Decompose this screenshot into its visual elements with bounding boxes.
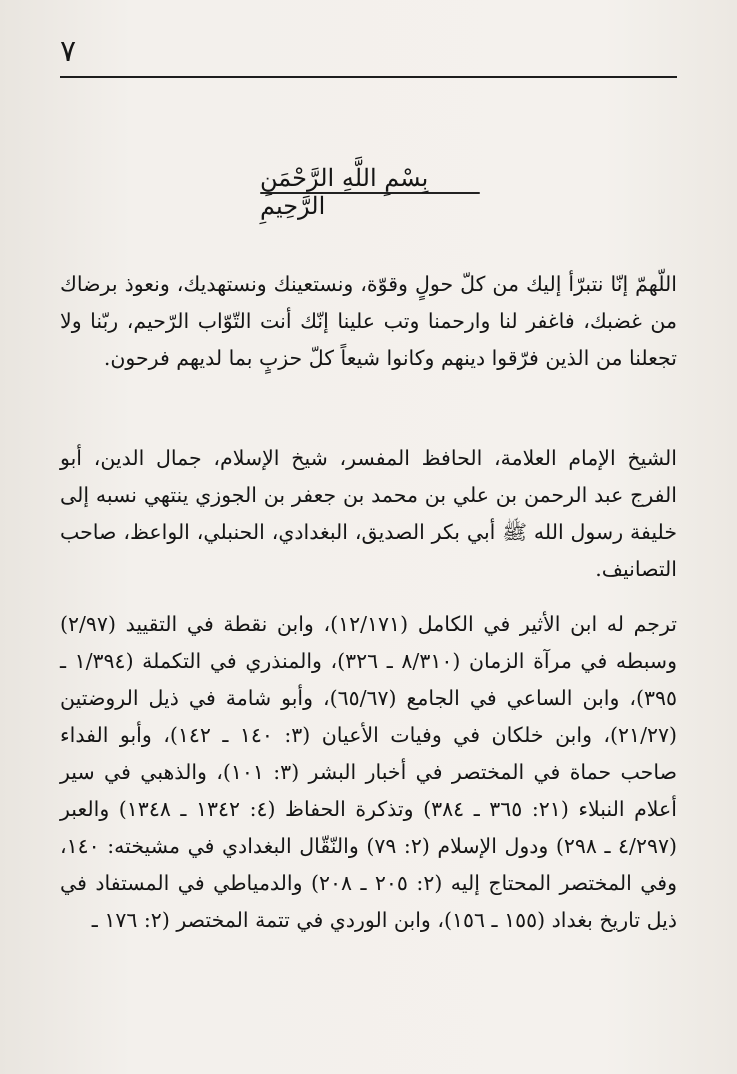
biography-paragraph [60, 440, 677, 588]
bismillah-heading [260, 164, 480, 220]
dua-text: اللّهمّ إنّا نتبرّأ إليك من كلّ حولٍ وقوّة، ونستعينك ونستهديك، ونعوذ برضاك من غضبك، فاغفر لنا وارحمنا وتب علينا إنّك أنت التّوّاب الرّحيم، ربّنا ولا تجعلنا من الذين فرّقوا دينهم وكانوا شيعاً كلّ حزبٍ بما لديهم فرحون. [60, 272, 677, 370]
page-number: ٧ [60, 34, 77, 69]
sources-text: ترجم له ابن الأثير في الكامل (١٢/١٧١)، وابن نقطة في التقييد (٢/٩٧) وسبطه في مرآة الزمان (٨/٣١٠ ـ ٣٢٦)، والمنذري في التكملة (١/٣٩٤ ـ ٣٩٥)، وابن الساعي في الجامع (٦٥/٦٧)، وأبو شامة في ذيل الروضتين (٢١/٢٧)، وابن خلكان في وفيات الأعيان (٣: ١٤٠ ـ ١٤٢)، وأبو الفداء صاحب حماة في المختصر في أخبار البشر (٣: ١٠١)، والذهبي في سير أعلام النبلاء (٢١: ٣٦٥ ـ ٣٨٤) وتذكرة الحفاظ (٤: ١٣٤٢ ـ ١٣٤٨) والعبر (٤/٢٩٧ ـ ٢٩٨) ودول الإسلام (٢: ٧٩) والنّقّال البغدادي في مشيخته: ١٤٠، وفي المختصر المحتاج إليه (٢: ٢٠٥ ـ ٢٠٨) والدمياطي في المستفاد في ذيل تاريخ بغداد (١٥٥ ـ ١٥٦)، وابن الوردي في تتمة المختصر (٢: ١٧٦ ـ [60, 612, 678, 932]
bismillah-text: بِسْمِ اللَّهِ الرَّحْمَنِ الرَّحِيمِ [260, 164, 429, 220]
header-rule [60, 76, 677, 78]
sources-paragraph [60, 606, 677, 939]
dua-paragraph [60, 266, 677, 377]
biography-text: الشيخ الإمام العلامة، الحافظ المفسر، شيخ الإسلام، جمال الدين، أبو الفرج عبد الرحمن بن علي بن محمد بن جعفر بن الجوزي ينتهي نسبه إلى خليفة رسول الله ﷺ أبي بكر الصديق، البغدادي، الحنبلي، الواعظ، صاحب التصانيف. [60, 446, 677, 581]
